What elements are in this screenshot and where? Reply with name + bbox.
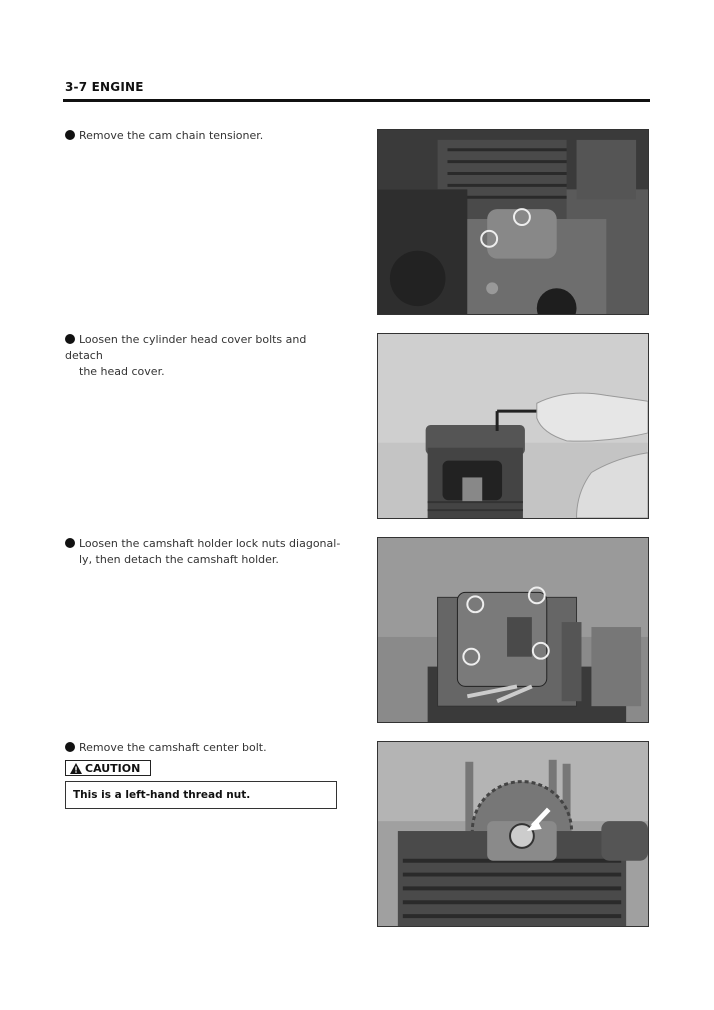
photo-camshaft-holder [377, 537, 649, 723]
caution-label-text: CAUTION [85, 761, 141, 775]
bullet-icon [65, 742, 75, 752]
step-2-line-2: the head cover. [79, 365, 165, 378]
photo-cam-chain-tensioner [377, 129, 649, 315]
bullet-icon [65, 130, 75, 140]
photo-camshaft-center-bolt [377, 741, 649, 927]
warning-icon [70, 763, 82, 774]
step-3-text [65, 536, 345, 568]
caution-label [65, 760, 151, 776]
step-3-line-2: ly, then detach the camshaft holder. [79, 553, 279, 566]
step-4-text [65, 740, 345, 756]
step-1-line-1: Remove the cam chain tensioner. [79, 129, 264, 142]
caution-note [65, 781, 337, 809]
page-title: 3-7 ENGINE [65, 80, 144, 94]
bullet-icon [65, 334, 75, 344]
photo-head-cover-removal [377, 333, 649, 519]
header-divider [63, 99, 650, 102]
step-3-line-1: Loosen the camshaft holder lock nuts diagonal- [79, 537, 341, 550]
bullet-icon [65, 538, 75, 548]
step-1-text [65, 128, 345, 144]
step-4-line-1: Remove the camshaft center bolt. [79, 741, 267, 754]
caution-note-text: This is a left-hand thread nut. [73, 789, 251, 801]
step-2-line-1: Loosen the cylinder head cover bolts and detach [65, 333, 307, 362]
step-2-text [65, 332, 345, 380]
